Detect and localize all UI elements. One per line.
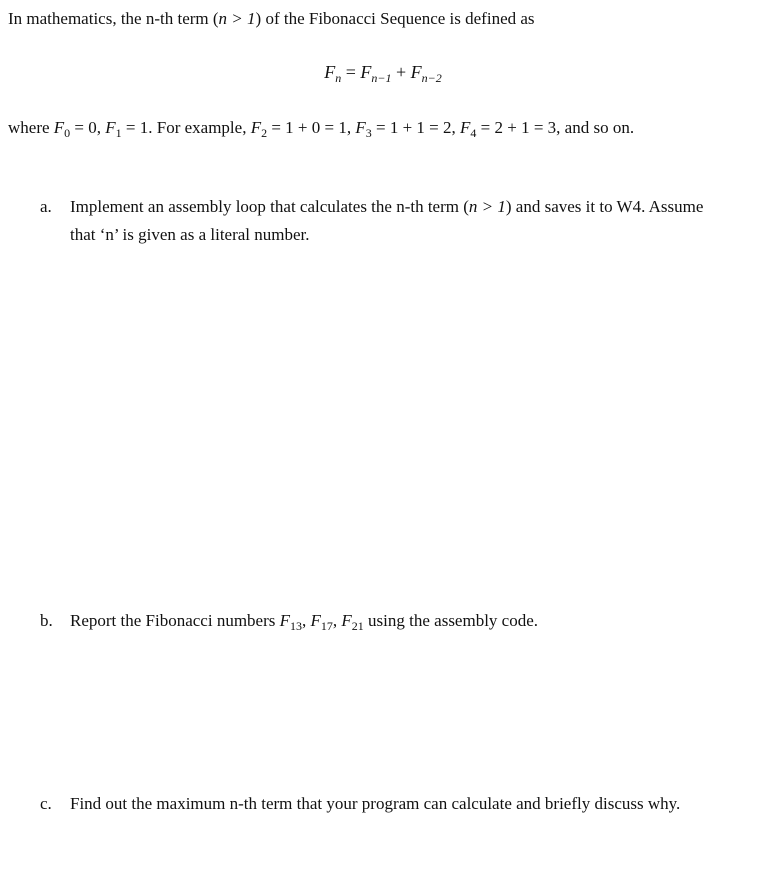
question-a	[40, 193, 703, 220]
question-a-text: Implement an assembly loop that calculates the n-th term (	[70, 197, 469, 216]
f4-value: = 2 + 1 = 3	[476, 118, 557, 137]
intro-paragraph	[8, 8, 535, 30]
eq-term1-sub: n−1	[371, 71, 392, 85]
where-word: where	[8, 118, 54, 137]
eq-plus: +	[391, 62, 411, 82]
f3: F	[355, 118, 366, 137]
eq-term2: F	[410, 62, 422, 82]
question-b	[40, 607, 538, 634]
question-c	[40, 790, 680, 817]
f3-sub: 3	[365, 126, 372, 140]
f2: F	[250, 118, 262, 137]
question-a-line2: that ‘n’ is given as a literal number.	[70, 225, 310, 244]
intro-text-end: ) of the Fibonacci Sequence is defined as	[255, 9, 535, 28]
f13: F	[279, 611, 291, 630]
f21: F	[341, 611, 352, 630]
f3-value: = 1 + 1 = 2,	[371, 118, 461, 137]
f1-value: = 1	[121, 118, 149, 137]
eq-term1: F	[360, 62, 372, 82]
eq-lhs: F	[324, 62, 336, 82]
intro-condition: n > 1	[218, 9, 256, 28]
f0: F	[53, 118, 65, 137]
f4: F	[460, 118, 471, 137]
question-b-text: Report the Fibonacci numbers	[70, 611, 280, 630]
f2-sub: 2	[261, 126, 268, 140]
eq-term2-sub: n−2	[421, 71, 442, 85]
question-a-marker: a.	[40, 197, 52, 216]
f13-sub: 13	[290, 619, 303, 633]
question-b-marker: b.	[40, 611, 53, 630]
sep-1: ,	[302, 611, 311, 630]
f0-sub: 0	[64, 126, 71, 140]
eq-lhs-sub: n	[335, 71, 342, 85]
question-a-condition: n > 1	[468, 197, 506, 216]
question-a-text-end: ) and saves it to W4. Assume	[505, 197, 704, 216]
f4-sub: 4	[470, 126, 477, 140]
question-c-marker: c.	[40, 794, 52, 813]
f0-value: = 0,	[70, 118, 106, 137]
question-c-text: Find out the maximum n-th term that your program can calculate and briefly discuss why.	[70, 794, 681, 813]
fibonacci-equation	[0, 62, 766, 83]
where-paragraph	[8, 117, 634, 139]
question-b-text-end: using the assembly code.	[363, 611, 539, 630]
f1-sub: 1	[115, 126, 122, 140]
f2-value: = 1 + 0 = 1,	[267, 118, 356, 137]
eq-sign: =	[341, 62, 361, 82]
intro-text: In mathematics, the n-th term (	[8, 9, 219, 28]
example-text: . For example,	[148, 118, 251, 137]
f17: F	[310, 611, 321, 630]
sep-2: ,	[332, 611, 342, 630]
f17-sub: 17	[320, 619, 333, 633]
f21-sub: 21	[351, 619, 364, 633]
where-tail: , and so on.	[556, 118, 635, 137]
f1: F	[105, 118, 116, 137]
